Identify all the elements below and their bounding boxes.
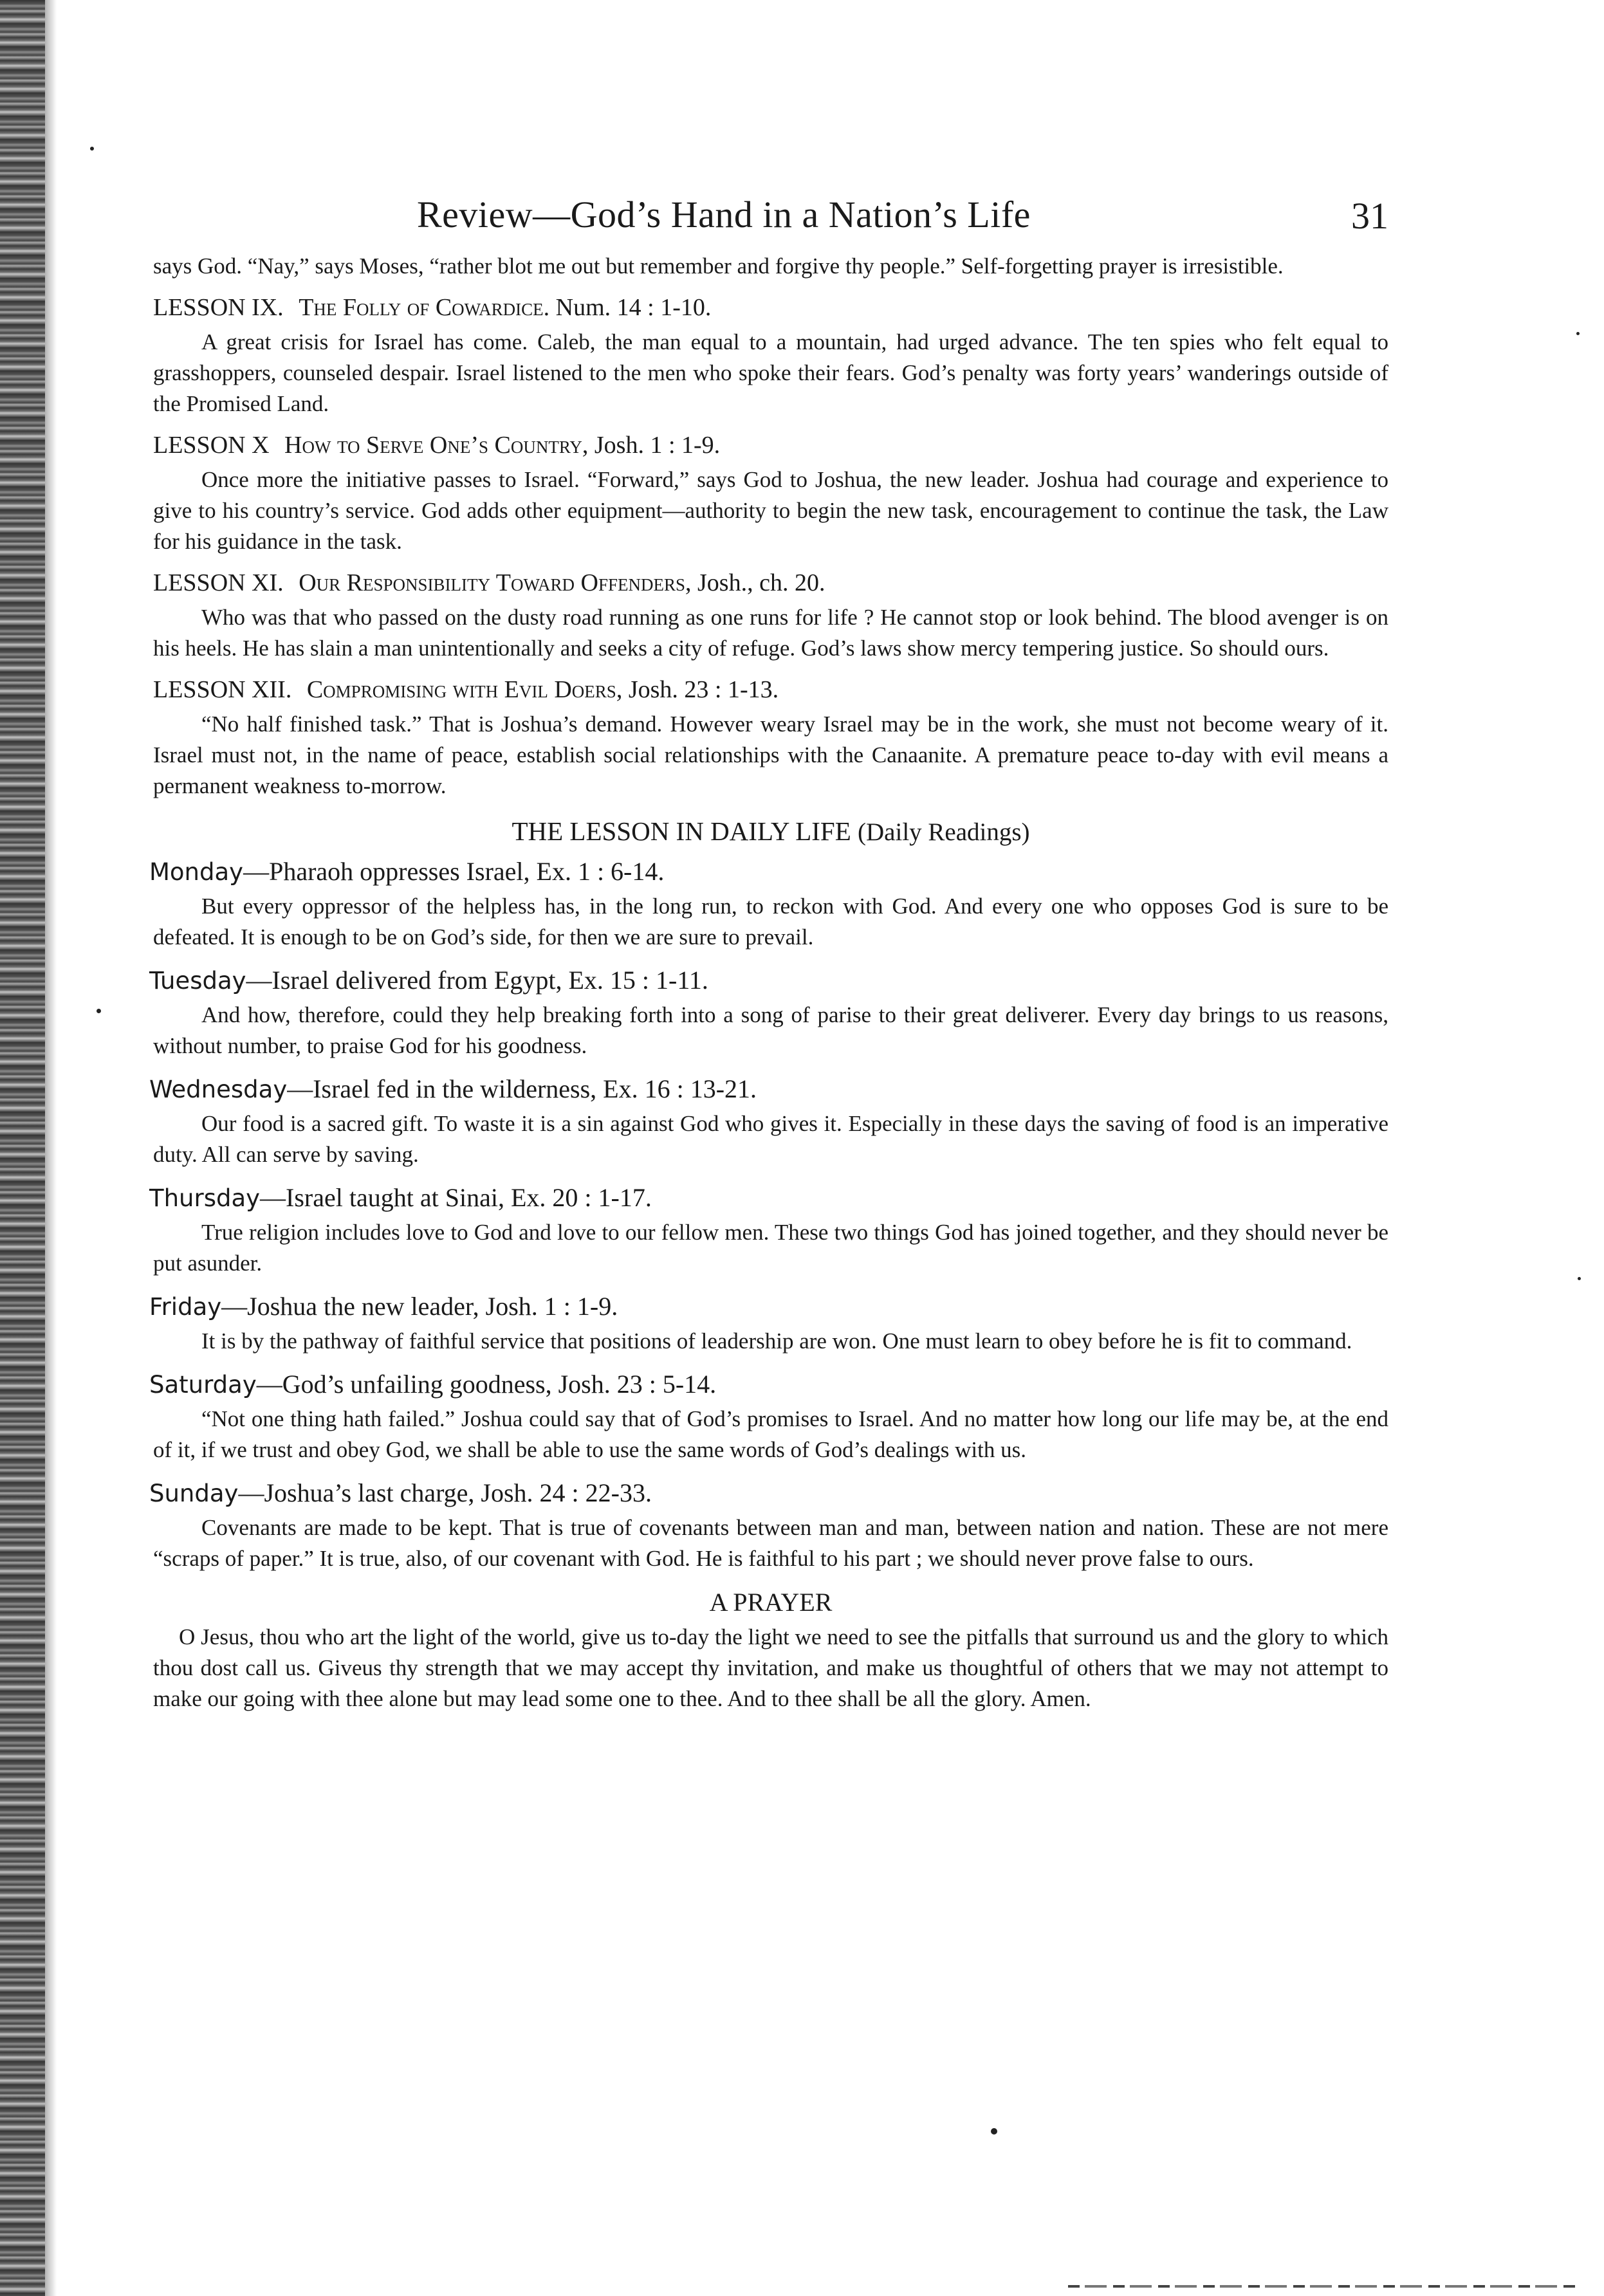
lesson-reference: Josh. 1 : 1-9. [594, 432, 721, 459]
day-title: —God’s unfailing goodness, Josh. 23 : 5-14. [256, 1370, 717, 1399]
page-header [153, 193, 1388, 251]
lesson-summary: Once more the initiative passes to Israel. “Forward,” says God to Joshua, the new leader. Joshua had courage and experience to give to his country’s service. God adds other equipment—authority to begin the new task, encouragement to continue the task, the Law for his guidance in the task. [153, 467, 1388, 554]
lesson-ix [153, 292, 1388, 419]
day-title: —Joshua the new leader, Josh. 1 : 1-9. [221, 1292, 618, 1321]
footer-scan-rule [1068, 2285, 1576, 2288]
print-speck [97, 1009, 101, 1013]
print-speck [1576, 332, 1580, 335]
day-name: Thursday [149, 1184, 261, 1212]
day-text: It is by the pathway of faithful service that positions of leadership are won. One must learn to obey before he is fit to command. [201, 1328, 1352, 1354]
reading-monday [149, 856, 1388, 953]
lesson-title: How to Serve One’s Country, [284, 432, 589, 459]
day-name: Tuesday [149, 967, 246, 995]
day-title: —Pharaoh oppresses Israel, Ex. 1 : 6-14. [243, 857, 665, 886]
day-heading [149, 1368, 1388, 1401]
intro-paragraph: says God. “Nay,” says Moses, “rather blot me out but remember and forgive thy people.” Self-forgetting prayer is irresistible. [153, 253, 1284, 279]
reading-wednesday [149, 1073, 1388, 1170]
day-text: And how, therefore, could they help breaking forth into a song of parise to their great deliverer. Every day brings to us reasons, without number, to praise God for his goodness. [153, 1002, 1388, 1058]
day-heading [149, 1073, 1388, 1106]
day-title: —Israel delivered from Egypt, Ex. 15 : 1-11. [246, 966, 708, 995]
day-heading [149, 964, 1388, 997]
lesson-xii [153, 674, 1388, 802]
print-speck [90, 147, 94, 151]
running-title: Review—God’s Hand in a Nation’s Life [417, 194, 1031, 235]
prayer-heading: A PRAYER [709, 1588, 833, 1617]
day-title: —Joshua’s last charge, Josh. 24 : 22-33. [238, 1478, 652, 1507]
lesson-summary: “No half finished task.” That is Joshua’s demand. However weary Israel may be in the work, she must not become weary of it. Israel must not, in the name of peace, establish social relationships with the Canaanite. A premature peace to-day with evil means a permanent weakness to-morrow. [153, 712, 1388, 798]
lesson-summary: Who was that who passed on the dusty road running as one runs for life ? He cannot stop or look behind. The blood avenger is on his heels. He has slain a man unintentionally and seeks a city of refuge. God’s laws show mercy tempering justice. So should ours. [153, 605, 1388, 661]
book-page [149, 193, 1388, 1714]
day-text: “Not one thing hath failed.” Joshua could say that of God’s promises to Israel. And no matter how long our life may be, at the end of it, if we trust and obey God, we shall be able to use the same words of God’s dealings with us. [153, 1406, 1388, 1462]
lesson-x [153, 430, 1388, 557]
day-title: —Israel taught at Sinai, Ex. 20 : 1-17. [260, 1183, 652, 1212]
lesson-number: LESSON XI. [153, 569, 284, 596]
day-name: Wednesday [149, 1076, 288, 1103]
lesson-heading [153, 292, 1388, 323]
reading-thursday [149, 1182, 1388, 1279]
lesson-heading [153, 674, 1388, 705]
day-text: Covenants are made to be kept. That is true of covenants between man and man, between nation and nation. These are not mere “scraps of paper.” It is true, also, of our covenant with God. He is faithful to his part ; we should never prove false to ours. [153, 1515, 1388, 1571]
page-number: 31 [1351, 195, 1388, 237]
day-text: But every oppressor of the helpless has, in the long run, to reckon with God. And every one who opposes God is sure to be defeated. It is enough to be on God’s side, for then we are sure to prevail. [153, 894, 1388, 950]
lesson-reference: Num. 14 : 1-10. [555, 294, 712, 321]
lesson-number: LESSON XII. [153, 676, 292, 703]
day-name: Saturday [149, 1371, 257, 1399]
day-heading [149, 1290, 1388, 1323]
lesson-title: Compromising with Evil Doers, [306, 676, 623, 703]
print-speck [991, 2128, 997, 2135]
day-heading [149, 856, 1388, 888]
print-speck [1578, 1277, 1581, 1280]
page-binding-edge [0, 0, 45, 2296]
lesson-summary: A great crisis for Israel has come. Caleb, the man equal to a mountain, had urged advance. The ten spies who felt equal to grasshoppers, counseled despair. Israel listened to the men who spoke their fears. God’s penalty was forty years’ wanderings outside of the Promised Land. [153, 329, 1388, 416]
lesson-number: LESSON IX. [153, 294, 284, 321]
day-text: True religion includes love to God and love to our fellow men. These two things God has joined together, and they should never be put asunder. [153, 1220, 1388, 1276]
day-text: Our food is a sacred gift. To waste it is a sin against God who gives it. Especially in these days the saving of food is an imperative duty. All can serve by saving. [153, 1111, 1388, 1167]
day-title: —Israel fed in the wilderness, Ex. 16 : 13-21. [287, 1074, 757, 1103]
lesson-heading [153, 430, 1388, 461]
day-heading [149, 1477, 1388, 1510]
page-body [149, 251, 1388, 1714]
day-name: Monday [149, 858, 244, 886]
prayer-text: O Jesus, thou who art the light of the world, give us to-day the light we need to see the pitfalls that surround us and the glory to which thou dost call us. Giveus thy strength that we may accept thy invitation, and make us thoughtful of others that we may not attempt to make our going with thee alone but may lead some one to thee. And to thee shall be all the glory. Amen. [153, 1624, 1388, 1711]
daily-life-heading [153, 814, 1388, 849]
section-title: THE LESSON IN DAILY LIFE [512, 816, 851, 846]
lesson-xi [153, 567, 1388, 664]
lesson-title: The Folly of Cowardice. [299, 294, 550, 321]
reading-tuesday [149, 964, 1388, 1061]
section-subtitle: (Daily Readings) [858, 818, 1030, 846]
reading-saturday [149, 1368, 1388, 1465]
lesson-reference: Josh. 23 : 1-13. [628, 676, 779, 703]
reading-sunday [149, 1477, 1388, 1574]
day-name: Sunday [149, 1480, 239, 1507]
lesson-number: LESSON X [153, 432, 270, 459]
day-name: Friday [149, 1293, 222, 1321]
reading-friday [149, 1290, 1388, 1357]
day-heading [149, 1182, 1388, 1215]
lesson-title: Our Responsibility Toward Offenders, [299, 569, 692, 596]
lesson-heading [153, 567, 1388, 598]
lesson-reference: Josh., ch. 20. [697, 569, 825, 596]
